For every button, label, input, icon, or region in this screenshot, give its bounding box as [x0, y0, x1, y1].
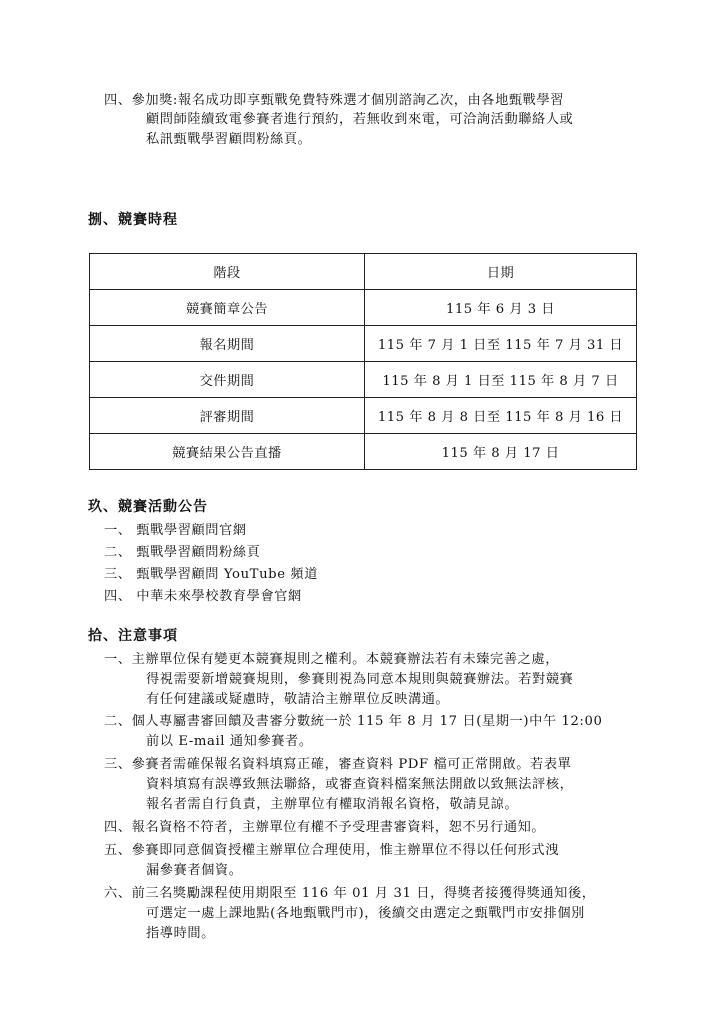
note-line: 五、參賽即同意個資授權主辦單位合理使用，惟主辦單位不得以任何形式洩: [104, 843, 559, 858]
announcement-item: 二、 甄戰學習顧問粉絲頁: [104, 545, 261, 560]
schedule-table: [89, 253, 637, 470]
note-line: 二、個人專屬書審回饋及書審分數統一於 115 年 8 月 17 日(星期一)中午 12:00: [104, 714, 603, 729]
announcements-heading: 玖、競賽活動公告: [88, 499, 208, 515]
date-cell: 115 年 8 月 17 日: [365, 434, 637, 470]
stage-cell: 競賽結果公告直播: [90, 434, 365, 470]
date-cell: 115 年 8 月 8 日至 115 年 8 月 16 日: [365, 398, 637, 434]
table-header-row: [90, 254, 637, 290]
table-row: [90, 434, 637, 470]
column-header-date: 日期: [365, 254, 637, 290]
note-line: 六、前三名獎勵課程使用期限至 116 年 01 月 31 日，得獎者接獲得獎通知後，: [104, 886, 596, 901]
announcement-item: 三、 甄戰學習顧問 YouTube 頻道: [104, 567, 318, 582]
note-line: 四、報名資格不符者，主辦單位有權不予受理書審資料，恕不另行通知。: [104, 820, 546, 835]
note-line: 三、參賽者需確保報名資料填寫正確，審查資料 PDF 檔可正常開啟。若表單: [104, 757, 572, 772]
date-cell: 115 年 7 月 1 日至 115 年 7 月 31 日: [365, 326, 637, 362]
note-line: 可選定一處上課地點(各地甄戰門市)，後續交由選定之甄戰門市安排個別: [146, 906, 585, 921]
prize-item-line-1: 四、參加獎:報名成功即享甄戰免費特殊選才個別諮詢乙次，由各地甄戰學習: [104, 93, 565, 108]
note-line: 得視需要新增競賽規則，參賽則視為同意本規則與競賽辦法。若對競賽: [146, 672, 574, 687]
note-line: 指導時間。: [146, 926, 215, 941]
table-row: [90, 362, 637, 398]
stage-cell: 評審期間: [90, 398, 365, 434]
stage-cell: 報名期間: [90, 326, 365, 362]
note-line: 報名者需自行負責，主辦單位有權取消報名資格，敬請見諒。: [146, 797, 519, 812]
stage-cell: 競賽簡章公告: [90, 290, 365, 326]
table-row: [90, 290, 637, 326]
announcement-item: 一、 甄戰學習顧問官網: [104, 523, 247, 538]
date-cell: 115 年 8 月 1 日至 115 年 8 月 7 日: [365, 362, 637, 398]
column-header-stage: 階段: [90, 254, 365, 290]
note-line: 資料填寫有誤導致無法聯絡，或審查資料檔案無法開啟以致無法評核，: [146, 777, 574, 792]
schedule-heading: 捌、競賽時程: [88, 212, 178, 228]
note-line: 一、主辦單位保有變更本競賽規則之權利。本競賽辦法若有未臻完善之處，: [104, 652, 559, 667]
prize-item-line-2: 顧問師陸續致電參賽者進行預約，若無收到來電，可洽詢活動聯絡人或: [146, 112, 574, 127]
announcement-item: 四、 中華未來學校教育學會官網: [104, 589, 302, 604]
table-row: [90, 398, 637, 434]
note-line: 漏參賽者個資。: [146, 863, 243, 878]
prize-item-line-3: 私訊甄戰學習顧問粉絲頁。: [146, 132, 312, 147]
note-line: 前以 E-mail 通知參賽者。: [146, 734, 313, 749]
date-cell: 115 年 6 月 3 日: [365, 290, 637, 326]
notes-heading: 拾、注意事項: [88, 628, 178, 644]
table-row: [90, 326, 637, 362]
stage-cell: 交件期間: [90, 362, 365, 398]
note-line: 有任何建議或疑慮時，敬請洽主辦單位反映溝通。: [146, 692, 450, 707]
